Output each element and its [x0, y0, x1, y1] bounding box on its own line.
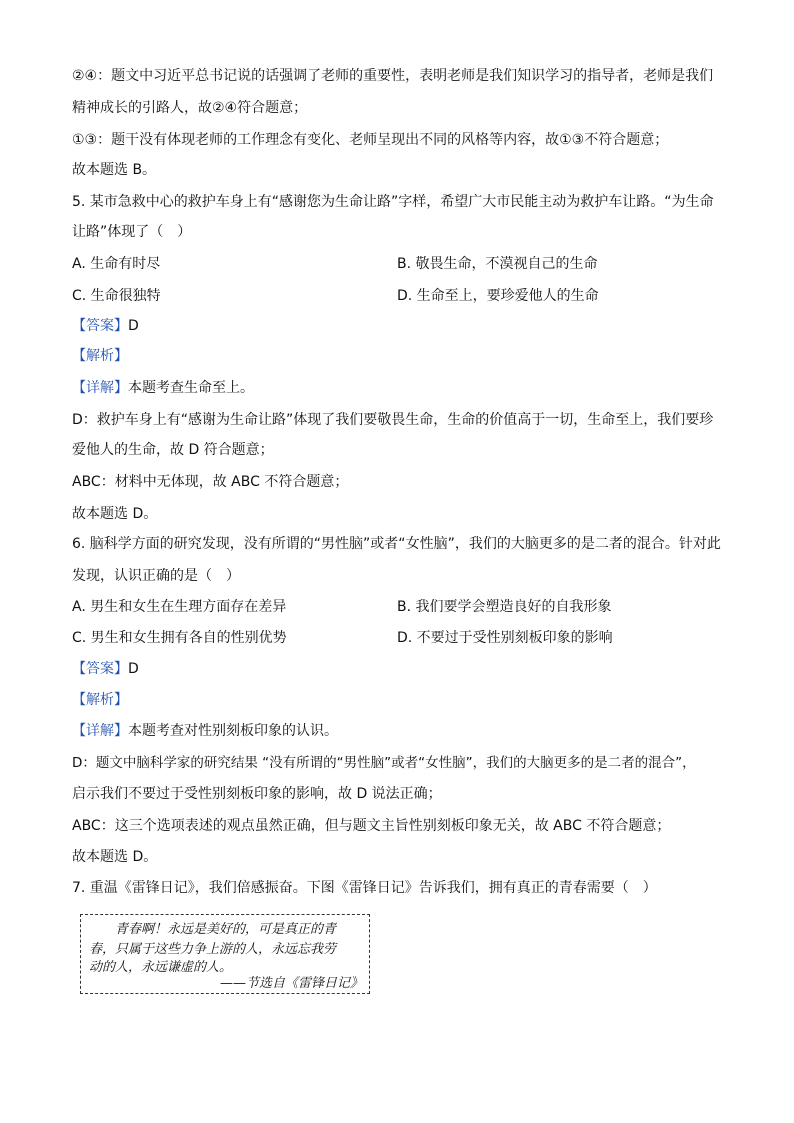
q6-explanation-line: 启示我们不要过于受性别刻板印象的影响，故 D 说法正确；	[72, 786, 442, 802]
q6-conclusion: 故本题选 D。	[72, 849, 158, 865]
detail-tag: 【详解】	[72, 723, 128, 739]
q6-detail-row	[72, 721, 338, 741]
detail-tag: 【详解】	[72, 380, 128, 396]
detail-text: 本题考查生命至上。	[128, 380, 254, 396]
diary-quote-box	[80, 914, 370, 994]
answer-tag: 【答案】	[72, 661, 128, 677]
q6-option-c: C. 男生和女生拥有各自的性别优势	[72, 630, 287, 646]
q5-stem: 5. 某市急救中心的救护车身上有“感谢您为生命让路”字样，希望广大市民能主动为救护车让路。“为生命	[72, 194, 714, 210]
quote-line: 春，只属于这些力争上游的人，永远忘我劳	[89, 942, 337, 957]
q6-option-d: D. 不要过于受性别刻板印象的影响	[397, 630, 613, 646]
q5-option-a: A. 生命有时尽	[72, 256, 161, 272]
analysis-tag: 【解析】	[72, 692, 128, 708]
quote-line: 动的人，永远谦虚的人。	[89, 960, 233, 975]
q4-explanation-line: 精神成长的引路人，故②④符合题意；	[72, 100, 308, 116]
analysis-tag: 【解析】	[72, 348, 128, 364]
q6-explanation-line: D：题文中脑科学家的研究结果 “没有所谓的“男性脑”或者“女性脑”，我们的大脑更多的是二者的混合”，	[72, 755, 696, 771]
q5-option-b: B. 敬畏生命，不漠视自己的生命	[397, 256, 598, 272]
q5-explanation-line: 爱他人的生命，故 D 符合题意；	[72, 442, 274, 458]
q6-option-a: A. 男生和女生在生理方面存在差异	[72, 599, 287, 615]
q4-explanation-line: ①③：题干没有体现老师的工作理念有变化、老师呈现出不同的风格等内容，故①③不符合题意；	[72, 132, 669, 148]
q6-stem: 6. 脑科学方面的研究发现，没有所谓的“男性脑”或者“女性脑”，我们的大脑更多的是二者的混合。针对此	[72, 536, 721, 552]
q4-conclusion: 故本题选 B。	[72, 162, 157, 178]
q5-detail-row	[72, 378, 254, 398]
quote-source: ——节选自《雷锋日记》	[219, 976, 363, 991]
q6-option-b: B. 我们要学会塑造良好的自我形象	[397, 599, 612, 615]
answer-tag: 【答案】	[72, 318, 128, 334]
q5-explanation-line: ABC：材料中无体现，故 ABC 不符合题意；	[72, 474, 349, 490]
q5-answer-row	[72, 316, 139, 336]
q6-explanation-line: ABC：这三个选项表述的观点虽然正确，但与题文主旨性别刻板印象无关，故 ABC 不符合题意；	[72, 818, 671, 834]
answer-value: D	[128, 318, 139, 334]
q5-explanation-line: D：救护车身上有“感谢为生命让路”体现了我们要敬畏生命，生命的价值高于一切，生命至上，我们要珍	[72, 412, 714, 428]
answer-value: D	[128, 661, 139, 677]
q7-stem: 7. 重温《雷锋日记》，我们倍感振奋。下图《雷锋日记》告诉我们，拥有真正的青春需要（ ）	[72, 880, 657, 896]
quote-line: 青春啊！永远是美好的，可是真正的青	[115, 922, 337, 937]
q4-explanation-line: ②④：题文中习近平总书记说的话强调了老师的重要性，表明老师是我们知识学习的指导者，老师是我们	[72, 68, 714, 84]
q5-option-c: C. 生命很独特	[72, 288, 161, 304]
q5-stem: 让路”体现了（ ）	[72, 224, 192, 240]
q5-conclusion: 故本题选 D。	[72, 506, 158, 522]
q6-answer-row	[72, 659, 139, 679]
q5-option-d: D. 生命至上，要珍爱他人的生命	[397, 288, 599, 304]
detail-text: 本题考查对性别刻板印象的认识。	[128, 723, 338, 739]
q6-stem: 发现，认识正确的是（ ）	[72, 568, 240, 584]
